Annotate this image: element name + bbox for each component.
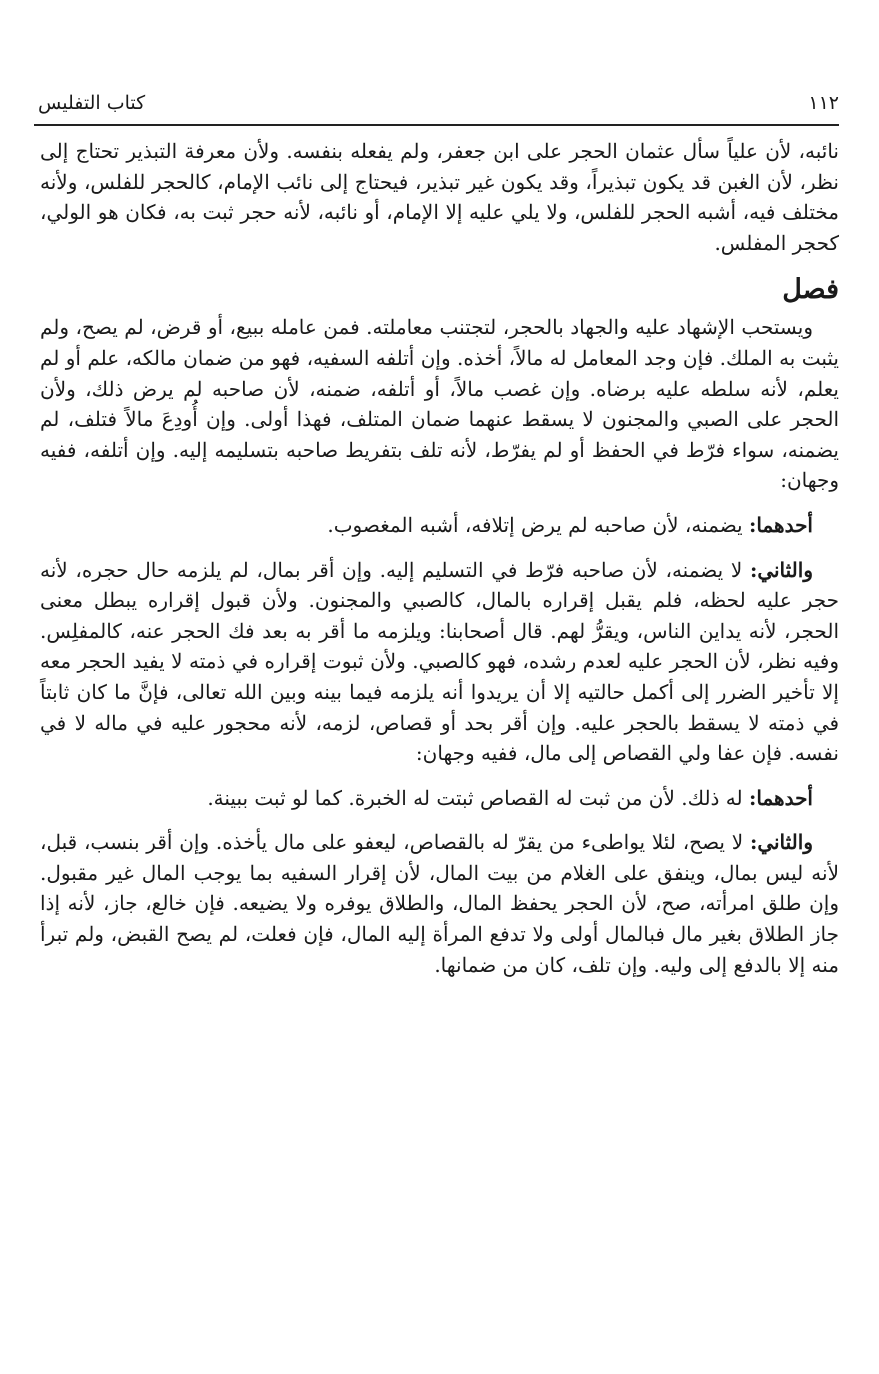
section-paragraph: ويستحب الإشهاد عليه والجهاد بالحجر، لتجتنب معاملته. فمن عامله ببيع، أو قرض، لم يصح، ولم يثبت به الملك. فإن وجد المعامل له مالاً، أخذه. وإن أتلفه السفيه، فهو من ضمان مالكه، علم أو لم يعلم، لأنه سلطه عليه برضاه. وإن غصب مالاً، أو أتلفه، ضمنه، لأن صاحبه لم يرض ذلك، ولأن الحجر على الصبي والمجنون لا يسقط عنهما ضمان المتلف، فهذا أولى. وإن أُودِعَ مالاً فتلف، لم يضمنه، سواء فرّط في الحفظ أو لم يفرّط، لأنه تلف بتفريط صاحبه بتسليمه إليه. وإن أتلفه، ففيه وجهان: [40, 315, 840, 493]
opinion-second [40, 555, 839, 769]
section-heading: فصل [782, 274, 839, 306]
spacer [40, 541, 839, 555]
opinion-text: يضمنه، لأن صاحبه لم يرض إتلافه، أشبه المغصوب. [327, 512, 749, 537]
spacer [40, 496, 839, 510]
running-header [38, 84, 839, 114]
opinion-text: لا يضمنه، لأن صاحبه فرّط في التسليم إليه. وإن أقر بمال، لم يلزمه حال حجره، لأنه حجر عليه لحظه، فلم يقبل إقراره بالمال، كالصبي والمجنون. ولأن قبول إقراره يبطل معنى الحجر، لأنه يداين الناس، ويقرُّ لهم. قال أصحابنا: ويلزمه ما أقر به بعد فك الحجر عنه، كالمفلِس. وفيه نظر، لأن الحجر عليه لعدم رشده، فهو كالصبي. ولأن ثبوت إقراره في ذمته لا يفيد الحجر معه إلا تأخير الضرر إلى أكمل حالتيه إلا أن يريدوا أنه يلزمه فيما بينه وبين الله تعالى، فإنَّ ما كان ثابتاً في ذمته لا يسقط بالحجر عليه. وإن أقر بحد أو قصاص، لزمه، لأنه محجور عليه في ماله لا في نفسه. فإن عفا ولي القصاص إلى مال، ففيه وجهان: [40, 557, 839, 766]
paragraph-continuation: نائبه، لأن علياً سأل عثمان الحجر على ابن جعفر، ولم يفعله بنفسه. ولأن معرفة التبذير تحتاج إلى نظر، لأن الغبن قد يكون تبذيراً، وقد يكون غير تبذير، فيحتاج إلى نائب الإمام، كالحجر للفلس، ولأنه مختلف فيه، أشبه الحجر للفلس، ولا يلي عليه إلا الإمام، أو نائبه، لأنه حجر ثبت به، فكان هو الولي، كحجر المفلس. [40, 139, 839, 255]
opinion-text: له ذلك. لأن من ثبت له القصاص ثبتت له الخبرة. كما لو ثبت ببينة. [207, 785, 749, 810]
opinion-fourth [40, 827, 839, 980]
opinion-third [40, 783, 839, 814]
page-number: ١١٢ [808, 92, 839, 114]
opinion-lead: والثاني: [749, 557, 813, 582]
book-title: كتاب التفليس [38, 92, 146, 114]
spacer [40, 813, 839, 827]
opinion-lead: أحدهما: [748, 785, 813, 810]
page-body [40, 136, 839, 980]
header-divider [34, 124, 839, 126]
opinion-text: لا يصح، لئلا يواطىء من يقرّ له بالقصاص، ليعفو على مال يأخذه. وإن أقر بنسب، قبل، لأنه ليس بمال، وينفق على الغلام من بيت المال، لأن إقرار السفيه بما يوجب المال غير مقبول. وإن طلق امرأته، صح، لأن الحجر يحفظ المال، والطلاق يوفره ولا يضيعه. فإن خالع، جاز، لأنه إذا جاز الطلاق بغير مال فبالمال أولى ولا تدفع المرأة إليه المال، فإن فعلت، لم يصح القبض، ولم تبرأ منه إلا بالدفع إلى وليه. وإن تلف، كان من ضمانها. [40, 830, 839, 977]
opinion-first [40, 510, 839, 541]
opinion-lead: والثاني: [749, 830, 813, 855]
spacer [40, 769, 839, 783]
opinion-lead: أحدهما: [748, 512, 813, 537]
